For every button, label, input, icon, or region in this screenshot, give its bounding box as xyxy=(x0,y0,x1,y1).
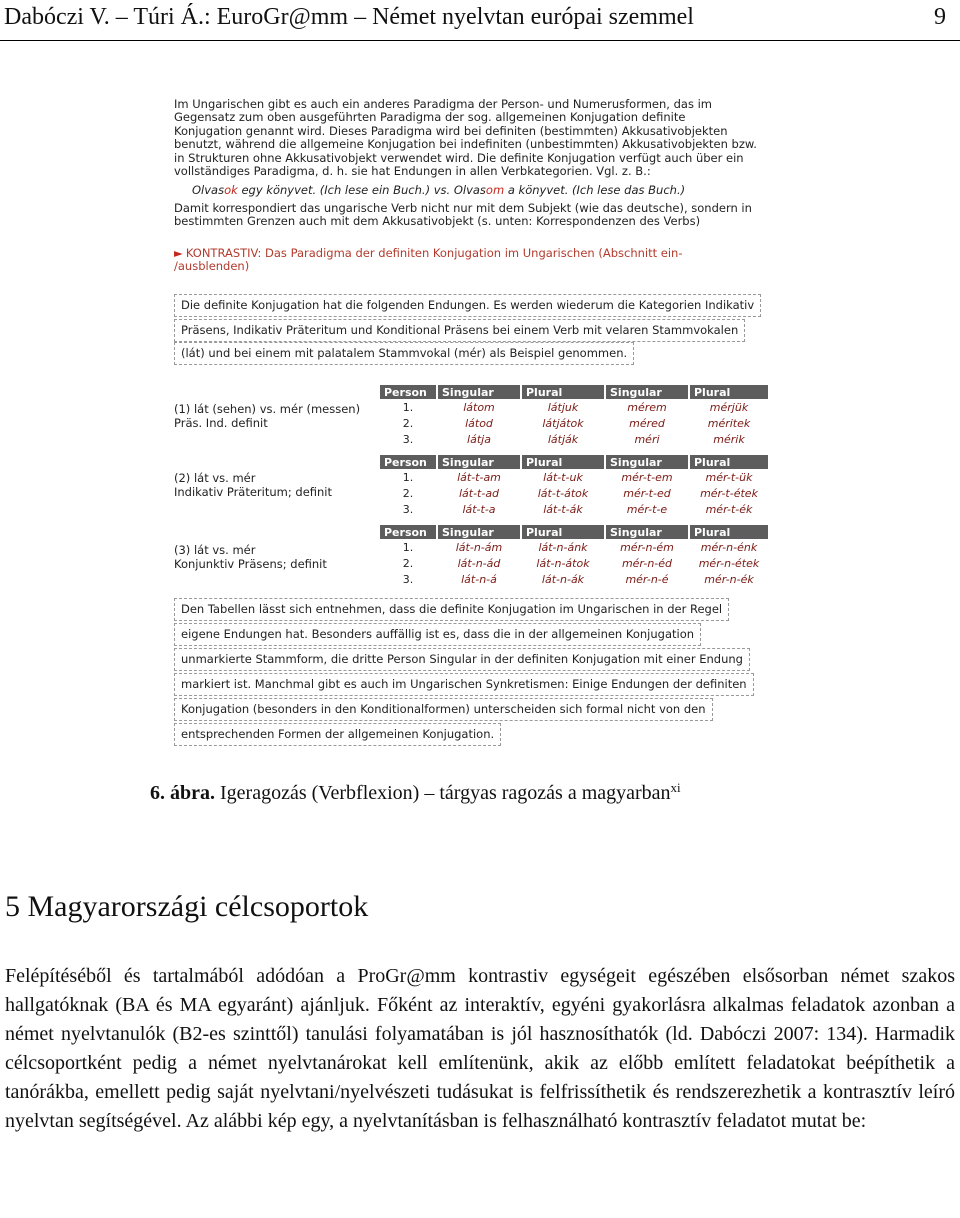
conjugation-table xyxy=(378,454,770,518)
table-row: 2. látod látjátok méred méritek xyxy=(402,417,751,430)
figure-caption xyxy=(150,782,681,805)
table-row: 2. lát-n-ád lát-n-átok mér-n-éd mér-n-étek xyxy=(402,557,760,570)
correspondence-text xyxy=(174,202,774,229)
conjugation-table xyxy=(378,524,770,588)
text-line: bestimmten Grenzen auch mit dem Akkusativobjekt (s. unten: Korrespondenzen des Verbs) xyxy=(174,214,701,229)
box-summary-line: entsprechenden Formen der allgemeinen Konjugation. xyxy=(174,723,501,746)
table-row: 1. lát-n-ám lát-n-ánk mér-n-ém mér-n-énk xyxy=(402,541,758,554)
intro-line: in Strukturen ohne Akkusativobjekt verwendet wird. Die definite Konjugation verfügt auch über ein xyxy=(174,150,744,165)
intro-line: Gegensatz zum oben ausgeführten Paradigma der sog. allgemeinen Konjugation definite xyxy=(174,110,686,125)
box-intro-line: (lát) und bei einem mit palatalem Stammvokal (mér) als Beispiel genommen. xyxy=(174,342,634,365)
group-label: (1) lát (sehen) vs. mér (messen) Präs. Ind. definit xyxy=(174,402,361,430)
example-sentence: Olvasok egy könyvet. (Ich lese ein Buch.) vs. Olvasom a könyvet. (Ich lese das Buch.) xyxy=(192,183,686,197)
table-row: 3. lát-n-á lát-n-ák mér-n-é mér-n-ék xyxy=(402,573,754,586)
conjugation-table xyxy=(378,384,770,448)
triangle-right-icon: ► xyxy=(174,246,183,260)
running-header xyxy=(0,0,960,41)
table-row: 1. lát-t-am lát-t-uk mér-t-em mér-t-ük xyxy=(402,471,753,484)
box-summary-line: eigene Endungen hat. Besonders auffällig ist es, dass die in der allgemeinen Konjugation xyxy=(174,623,701,646)
intro-line: benutzt, während die allgemeine Konjugation bei indefiniten (unbestimmten) Akkusativobjekten bzw. xyxy=(174,137,757,152)
caption-label: 6. ábra. xyxy=(150,782,215,804)
text-line: Damit korrespondiert das ungarische Verb nicht nur mit dem Subjekt (wie das deutsche), sondern in xyxy=(174,201,752,215)
footnote-marker[interactable]: xi xyxy=(670,780,681,795)
table-row: 3. látja látják méri mérik xyxy=(402,433,745,446)
box-intro-line: Präsens, Indikativ Präteritum und Konditional Präsens bei einem Verb mit velaren Stammvokalen xyxy=(174,319,745,342)
table-row: 2. lát-t-ad lát-t-átok mér-t-ed mér-t-étek xyxy=(402,487,758,500)
box-summary-line: Konjugation (besonders in den Konditionalformen) unterscheiden sich formal nicht von den xyxy=(174,698,713,721)
page-number: 9 xyxy=(934,4,946,30)
table-header-row: Person Singular Plural Singular Plural xyxy=(380,385,768,399)
intro-line: vollständiges Paradigma, d. h. sie hat Endungen in allen Verbkategorien. Vgl. z. B.: xyxy=(174,164,651,179)
box-intro-line: Die definite Konjugation hat die folgenden Endungen. Es werden wiederum die Kategorien Indikativ xyxy=(174,294,761,317)
table-header-row: Person Singular Plural Singular Plural xyxy=(380,455,768,469)
group-label: (3) lát vs. mér Konjunktiv Präsens; definit xyxy=(174,543,327,571)
caption-text: Igeragozás (Verbflexion) – tárgyas ragozás a magyarban xyxy=(215,782,671,804)
table-header-row: Person Singular Plural Singular Plural xyxy=(380,525,768,539)
header-title: Dabóczi V. – Túri Á.: EuroGr@mm – Német nyelvtan európai szemmel xyxy=(4,4,694,30)
section-heading: 5 Magyarországi célcsoportok xyxy=(5,890,369,923)
intro-text xyxy=(174,98,774,178)
figure-screenshot xyxy=(160,90,800,770)
table-row: 1. látom látjuk mérem mérjük xyxy=(402,401,749,414)
box-summary-line: Den Tabellen lässt sich entnehmen, dass die definite Konjugation im Ungarischen in der Regel xyxy=(174,598,729,621)
body-paragraph: Felépítéséből és tartalmából adódóan a ProGr@mm kontrastiv egységeit egészében elsősorban német szakos hallgatóknak (BA és MA egyaránt) ajánljuk. Főként az interaktív, egyéni gyakorlásra alkalmas feladatok azonban a német nyelvtanulók (B2-es szinttől) tanulási folyamatában is jól hasznosíthatók (ld. Dabóczi 2007: 134). Harmadik célcsoportként pedig a német nyelvtanárokat kell említenünk, akik az előbb említett feladatokat beépíthetik a tanórákba, emellett pedig saját nyelvtani/nyelvészeti tudásukat is felfrissíthetik és rendszerezhetik a kontrasztív leíró nyelvtan segítségével. Az alábbi kép egy, a nyelvtanításban is felhasználható kontrasztív feladatot mutat be: xyxy=(5,965,955,1132)
table-row: 3. lát-t-a lát-t-ák mér-t-e mér-t-ék xyxy=(402,503,753,516)
box-summary-line: markiert ist. Manchmal gibt es auch im Ungarischen Synkretismen: Einige Endungen der definiten xyxy=(174,673,754,696)
intro-line: Im Ungarischen gibt es auch ein anderes Paradigma der Person- und Numerusformen, das im xyxy=(174,97,712,111)
group-label: (2) lát vs. mér Indikativ Präteritum; definit xyxy=(174,471,333,499)
box-summary-line: unmarkierte Stammform, die dritte Person Singular in der definiten Konjugation mit einer Endung xyxy=(174,648,750,671)
contrastive-toggle-link[interactable]: ► KONTRASTIV: Das Paradigma der definiten Konjugation im Ungarischen (Abschnitt ein- /ausblenden) xyxy=(174,246,683,274)
intro-line: Konjugation genannt wird. Dieses Paradigma wird bei definiten (bestimmten) Akkusativobjekten xyxy=(174,123,728,138)
